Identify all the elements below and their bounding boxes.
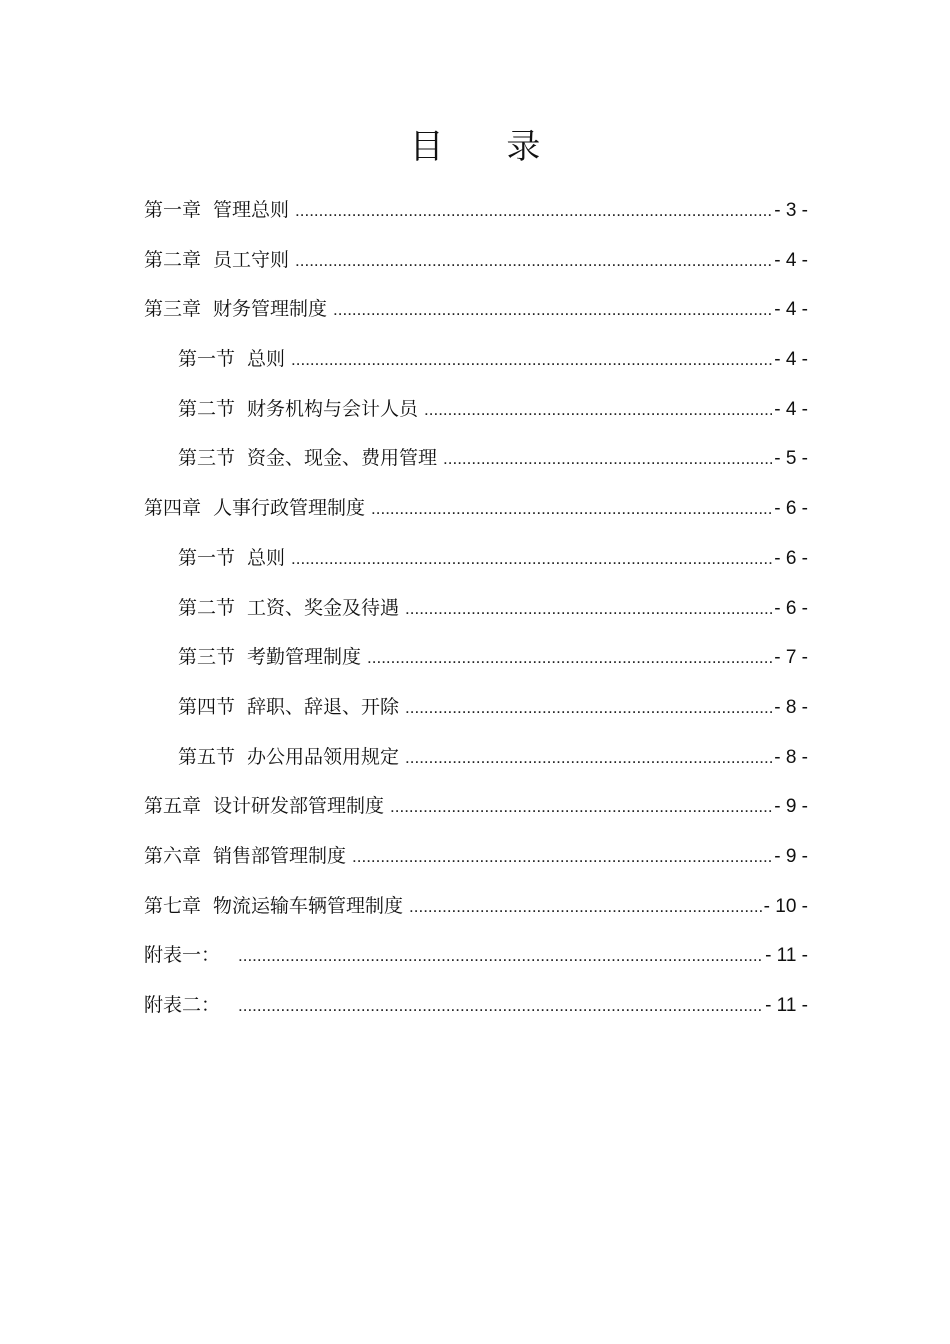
toc-page-number: - 11 - bbox=[765, 995, 808, 1016]
toc-page-number: - 10 - bbox=[763, 895, 808, 917]
toc-entry-chapter-1[interactable] bbox=[144, 186, 808, 236]
toc-dot-leader bbox=[424, 385, 772, 435]
toc-entry-number: 第五节 bbox=[178, 745, 236, 768]
toc-entry-title: 辞职、辞退、开除 bbox=[247, 695, 400, 718]
toc-dot-leader bbox=[409, 882, 762, 932]
toc-entry-label bbox=[144, 782, 384, 832]
toc-page-number: - 5 - bbox=[774, 448, 808, 470]
toc-entry-title: 管理总则 bbox=[213, 199, 290, 221]
toc-page-number: - 11 - bbox=[765, 945, 808, 967]
toc-dot-leader bbox=[405, 584, 772, 634]
toc-entry-section-3-1[interactable] bbox=[144, 335, 808, 385]
toc-page-number: - 4 - bbox=[774, 398, 808, 420]
toc-entry-number: 第三节 bbox=[178, 646, 236, 669]
toc-entry-chapter-2[interactable] bbox=[144, 236, 808, 286]
toc-entry-chapter-5[interactable] bbox=[144, 782, 808, 832]
toc-entry-section-3-2[interactable] bbox=[144, 385, 808, 435]
toc-dot-leader bbox=[443, 434, 772, 484]
toc-entry-number: 附表一： bbox=[144, 944, 221, 967]
toc-entry-label bbox=[144, 236, 289, 286]
toc-entry-label bbox=[178, 385, 418, 435]
toc-entry-title: 工资、奖金及待遇 bbox=[247, 596, 400, 619]
toc-entry-chapter-7[interactable] bbox=[144, 882, 808, 932]
toc-page-number: - 4 - bbox=[774, 249, 808, 271]
toc-entry-label bbox=[144, 186, 289, 236]
toc-entry-label bbox=[144, 931, 232, 981]
toc-entry-title: 财务机构与会计人员 bbox=[247, 397, 419, 420]
toc-entry-title: 人事行政管理制度 bbox=[213, 497, 366, 520]
toc-entry-section-4-2[interactable] bbox=[144, 584, 808, 634]
table-of-contents bbox=[144, 186, 808, 1031]
toc-entry-title: 销售部管理制度 bbox=[213, 844, 347, 867]
toc-entry-section-4-3[interactable] bbox=[144, 633, 808, 683]
toc-dot-leader bbox=[291, 335, 772, 385]
toc-entry-label bbox=[144, 882, 403, 932]
toc-entry-appendix-2[interactable] bbox=[144, 981, 808, 1031]
toc-page-number: - 3 - bbox=[774, 200, 808, 221]
toc-dot-leader bbox=[333, 285, 772, 335]
toc-dot-leader bbox=[291, 534, 772, 584]
toc-entry-title: 办公用品领用规定 bbox=[247, 745, 400, 768]
toc-entry-number: 第七章 bbox=[144, 894, 202, 917]
toc-title: 目 录 bbox=[409, 126, 567, 167]
toc-entry-chapter-3[interactable] bbox=[144, 285, 808, 335]
toc-dot-leader bbox=[295, 186, 772, 236]
toc-dot-leader bbox=[390, 782, 772, 832]
toc-entry-number: 第五章 bbox=[144, 795, 202, 818]
toc-entry-label bbox=[144, 285, 327, 335]
toc-entry-label bbox=[178, 434, 437, 484]
toc-entry-title: 资金、现金、费用管理 bbox=[247, 447, 438, 470]
toc-entry-number: 第一章 bbox=[144, 199, 202, 221]
toc-entry-number: 第四节 bbox=[178, 695, 236, 718]
toc-entry-section-3-3[interactable] bbox=[144, 434, 808, 484]
toc-entry-title: 物流运输车辆管理制度 bbox=[213, 894, 404, 917]
toc-entry-title: 员工守则 bbox=[213, 248, 290, 271]
toc-page-number: - 6 - bbox=[774, 547, 808, 569]
toc-entry-number: 第二节 bbox=[178, 596, 236, 619]
toc-page-number: - 8 - bbox=[774, 746, 808, 768]
toc-entry-label bbox=[178, 335, 285, 385]
toc-dot-leader bbox=[371, 484, 772, 534]
toc-entry-label bbox=[178, 584, 399, 634]
toc-dot-leader bbox=[405, 683, 772, 733]
toc-entry-title: 设计研发部管理制度 bbox=[213, 795, 385, 818]
toc-entry-section-4-1[interactable] bbox=[144, 534, 808, 584]
toc-page-number: - 6 - bbox=[774, 498, 808, 520]
toc-entry-number: 第三章 bbox=[144, 298, 202, 321]
toc-entry-number: 第一节 bbox=[178, 546, 236, 569]
toc-entry-label bbox=[178, 534, 285, 584]
toc-entry-number: 第四章 bbox=[144, 497, 202, 520]
toc-entry-label bbox=[144, 484, 365, 534]
toc-entry-label bbox=[178, 633, 361, 683]
toc-entry-number: 第二章 bbox=[144, 248, 202, 271]
toc-entry-chapter-6[interactable] bbox=[144, 832, 808, 882]
toc-dot-leader bbox=[352, 832, 772, 882]
toc-page-number: - 4 - bbox=[774, 299, 808, 321]
toc-page-number: - 6 - bbox=[774, 597, 808, 619]
toc-page-number: - 9 - bbox=[774, 845, 808, 867]
toc-entry-title: 考勤管理制度 bbox=[247, 646, 362, 669]
toc-entry-number: 第六章 bbox=[144, 844, 202, 867]
toc-entry-label bbox=[178, 733, 399, 783]
toc-entry-number: 第三节 bbox=[178, 447, 236, 470]
toc-dot-leader bbox=[238, 981, 763, 1031]
toc-entry-label bbox=[144, 832, 346, 882]
toc-entry-section-4-5[interactable] bbox=[144, 733, 808, 783]
toc-entry-title: 总则 bbox=[247, 546, 286, 569]
toc-entry-chapter-4[interactable] bbox=[144, 484, 808, 534]
toc-entry-number: 第二节 bbox=[178, 397, 236, 420]
toc-entry-label bbox=[178, 683, 399, 733]
toc-page-number: - 4 - bbox=[774, 349, 808, 371]
toc-entry-number: 第一节 bbox=[178, 348, 236, 371]
toc-dot-leader bbox=[405, 733, 772, 783]
toc-page-number: - 9 - bbox=[774, 796, 808, 818]
toc-page-number: - 7 - bbox=[774, 647, 808, 669]
toc-page-number: - 8 - bbox=[774, 696, 808, 718]
toc-dot-leader bbox=[238, 931, 763, 981]
toc-dot-leader bbox=[367, 633, 772, 683]
toc-entry-title: 财务管理制度 bbox=[213, 298, 328, 321]
toc-entry-appendix-1[interactable] bbox=[144, 931, 808, 981]
toc-entry-title: 总则 bbox=[247, 348, 286, 371]
toc-entry-label bbox=[144, 981, 232, 1031]
toc-entry-number: 附表二： bbox=[144, 994, 221, 1016]
toc-dot-leader bbox=[295, 236, 772, 286]
toc-entry-section-4-4[interactable] bbox=[144, 683, 808, 733]
